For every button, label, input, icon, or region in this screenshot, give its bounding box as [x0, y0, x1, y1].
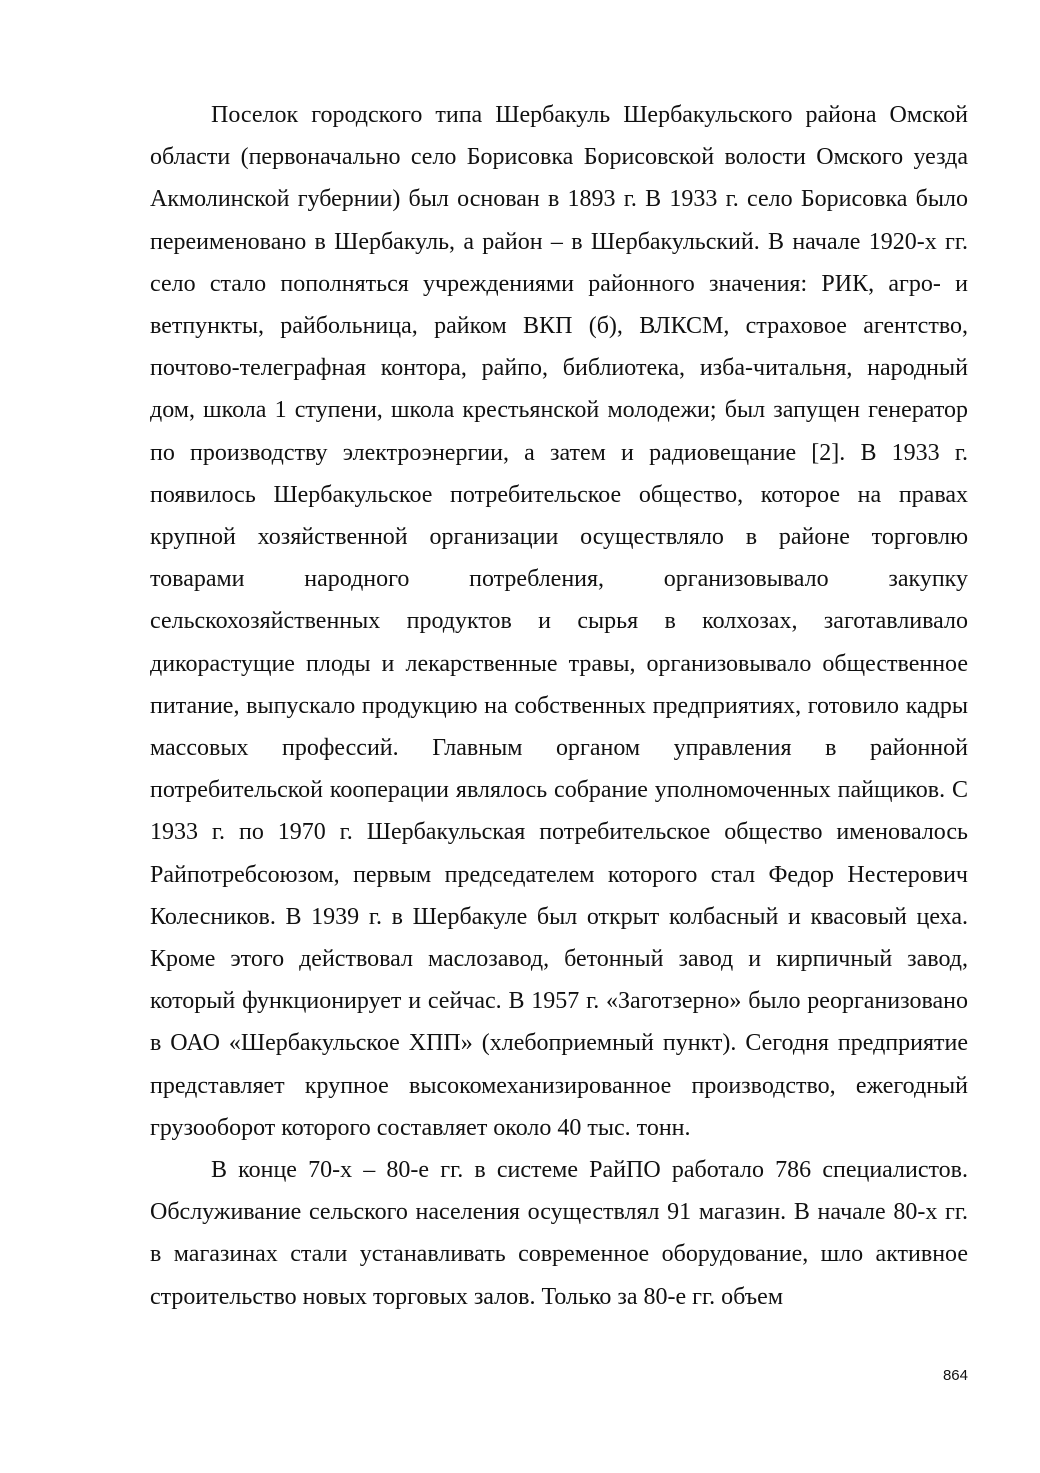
- page-number: 864: [942, 1367, 968, 1384]
- paragraph-2: В конце 70-х – 80-е гг. в системе РайПО работало 786 специалистов. Обслуживание сельского населения осуществлял 91 магазин. В начале 80-х гг. в магазинах стали устанавливать современное оборудование, шло активное строительство новых торговых залов. Только за 80-е гг. объем: [150, 1157, 968, 1310]
- paragraph-1: Поселок городского типа Шербакуль Шербакульского района Омской области (первоначально село Борисовка Борисовской волости Омского уезда Акмолинской губернии) был основан в 1893 г. В 1933 г. село Борисовка было переименовано в Шербакуль, а район – в Шербакульский. В начале 1920-х гг. село стало пополняться учреждениями районного значения: РИК, агро- и ветпункты, райбольница, райком ВКП (б), ВЛКСМ, страховое агентство, почтово-телеграфная контора, райпо, библиотека, изба-читальня, народный дом, школа 1 ступени, школа крестьянской молодежи; был запущен генератор по производству электроэнергии, а затем и радиовещание [2]. В 1933 г. появилось Шербакульское потребительское общество, которое на правах крупной хозяйственной организации осуществляло в районе торговлю товарами народного потребления, организовывало закупку сельскохозяйственных продуктов и сырья в колхозах, заготавливало дикорастущие плоды и лекарственные травы, организовывало общественное питание, выпускало продукцию на собственных предприятиях, готовило кадры массовых профессий. Главным органом управления в районной потребительской кооперации являлось собрание уполномоченных пайщиков. С 1933 г. по 1970 г. Шербакульская потребительское общество именовалось Райпотребсоюзом, первым председателем которого стал Федор Нестерович Колесников. В 1939 г. в Шербакуле был открыт колбасный и квасовый цеха. Кроме этого действовал маслозавод, бетонный завод и кирпичный завод, который функционирует и сейчас. В 1957 г. «Заготзерно» было реорганизовано в ОАО «Шербакульское ХПП» (хлебоприемный пункт). Сегодня предприятие представляет крупное высокомеханизированное производство, ежегодный грузооборот которого составляет около 40 тыс. тонн.: [150, 102, 968, 1141]
- body-text: [150, 94, 968, 1318]
